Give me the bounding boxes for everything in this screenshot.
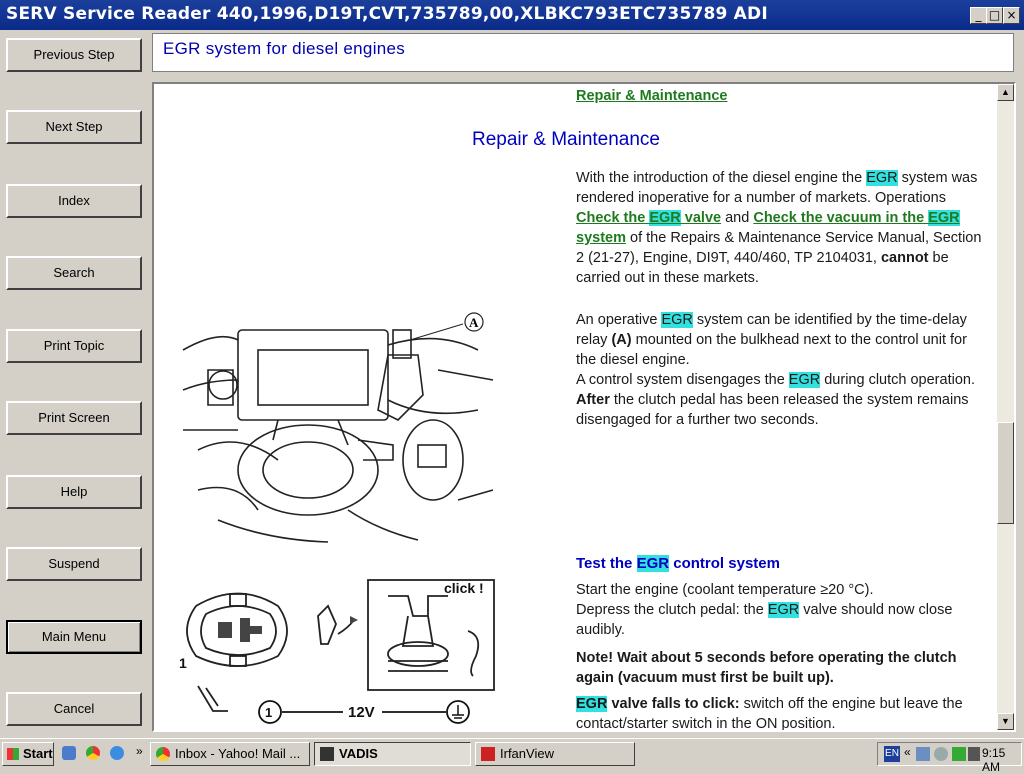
paragraph-start-engine: Start the engine (coolant temperature ≥20 °C). [576,582,874,598]
scroll-thumb[interactable] [997,422,1014,524]
show-desktop-icon[interactable] [62,746,76,760]
maximize-button[interactable]: □ [986,7,1003,24]
topic-header [152,33,1014,72]
check-egr-valve-link[interactable]: Check the EGR valve [576,210,722,226]
security-icon[interactable] [952,747,966,761]
task-yahoo-mail[interactable]: Inbox - Yahoo! Mail ... [150,742,310,766]
illustration-label-a: A [469,315,479,330]
note-text: Note! Wait about 5 seconds before operating the clutch again (vacuum must first be built up). [576,650,957,686]
top-link[interactable]: Repair & Maintenance [576,88,728,104]
help-button[interactable]: Help [6,475,142,509]
window-title: SERV Service Reader 440,1996,D19T,CVT,735789,00,XLBKC793ETC735789 ADI [6,4,768,24]
quicklaunch-more-icon[interactable]: » [136,744,143,758]
main-menu-button[interactable]: Main Menu [6,620,142,654]
content-pane[interactable] [152,82,1016,732]
close-button[interactable]: × [1003,7,1020,24]
cancel-button[interactable]: Cancel [6,692,142,726]
vertical-scrollbar[interactable] [997,84,1014,730]
ie-icon[interactable] [110,746,124,760]
title-bar [0,0,1024,30]
tray-app-icon[interactable] [934,747,948,761]
network-icon[interactable] [916,747,930,761]
scroll-down-icon[interactable]: ▼ [997,713,1014,730]
voltage-label: 12V [348,704,375,721]
section-heading: Repair & Maintenance [472,129,660,150]
taskbar [0,738,1024,774]
paragraph-relay: An operative EGR system can be identified by the time-delay relay (A) mounted on the bulkhead next to the control unit for the diesel engine. [576,312,967,368]
test-heading: Test the EGR control system [576,555,780,572]
minimize-button[interactable]: _ [970,7,987,24]
chrome-icon[interactable] [86,746,100,760]
paragraph-intro: With the introduction of the diesel engine the EGR system was rendered inoperative for a number of markets. Operations Check the EGR valve and Check the vacuum in the EGR system of the Repairs & Maintenance Service Manual, Section 2 (21-27), Engine, DI9T, 440/460, TP 2104031, cannot be carried out in these markets. [576,170,982,286]
language-indicator[interactable]: EN [884,746,900,762]
clock[interactable]: 9:15 AM [982,746,1006,774]
start-button[interactable]: Start [2,742,54,766]
egr-test-illustration [178,576,498,732]
chrome-icon [156,747,170,761]
svg-text:1: 1 [265,705,273,720]
search-button[interactable]: Search [6,256,142,290]
check-egr-vacuum-link[interactable]: Check the vacuum in the EGR system [576,210,960,246]
engine-bay-illustration [178,310,498,546]
task-irfanview[interactable]: IrfanView [475,742,635,766]
illustration-label-1: 1 [179,655,187,671]
paragraph-fails-click: EGR valve falls to click: switch off the engine but leave the contact/starter switch in the ON position. [576,696,963,732]
system-tray [877,742,1022,774]
task-vadis[interactable]: VADIS [314,742,471,766]
paragraph-control: A control system disengages the EGR during clutch operation. After the clutch pedal has been released the system remains disengaged for a further two seconds. [576,372,975,428]
paragraph-depress-clutch: Depress the clutch pedal: the EGR valve should now close audibly. [576,602,953,638]
index-button[interactable]: Index [6,184,142,218]
click-label: click ! [444,580,484,596]
irfanview-icon [481,747,495,761]
windows-logo-icon [7,748,19,760]
vadis-icon [320,747,334,761]
suspend-button[interactable]: Suspend [6,547,142,581]
scroll-up-icon[interactable]: ▲ [997,84,1014,101]
volume-icon[interactable] [968,747,980,761]
next-step-button[interactable]: Next Step [6,110,142,144]
print-screen-button[interactable]: Print Screen [6,401,142,435]
tray-expand-icon[interactable]: « [904,745,911,759]
print-topic-button[interactable]: Print Topic [6,329,142,363]
page-title: EGR system for diesel engines [163,39,406,58]
previous-step-button[interactable]: Previous Step [6,38,142,72]
